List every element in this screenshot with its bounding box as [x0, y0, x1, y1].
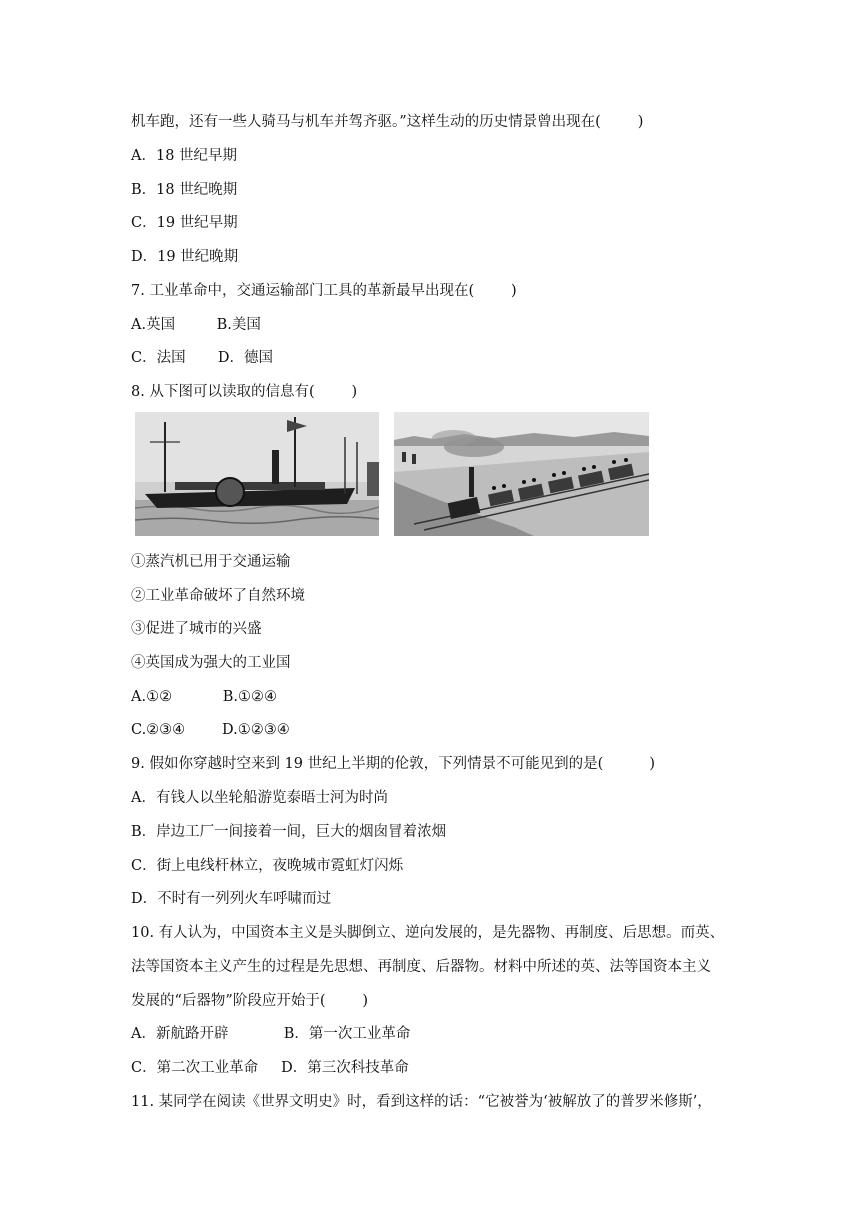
- question-9-stem: 9. 假如你穿越时空来到 19 世纪上半期的伦敦，下列情景不可能见到的是( ): [131, 756, 656, 772]
- q8-statement-2: ②工业革命破坏了自然环境: [131, 588, 305, 604]
- question-10-stem-line1: 10. 有人认为，中国资本主义是头脚倒立、逆向发展的，是先器物、再制度、后思想。而英、: [131, 925, 725, 941]
- steam-train-image: [394, 412, 649, 536]
- q8-statement-4: ④英国成为强大的工业国: [131, 655, 291, 671]
- question-7-stem: 7. 工业革命中，交通运输部门工具的革新最早出现在( ): [131, 283, 517, 299]
- q6-option-c: C．19 世纪早期: [131, 215, 238, 231]
- q9-option-c: C．街上电线杆林立，夜晚城市霓虹灯闪烁: [131, 858, 404, 874]
- question-10-stem-line2: 法等国资本主义产生的过程是先思想、再制度、后器物。材料中所述的英、法等国资本主义: [131, 959, 711, 975]
- q6-option-b: B．18 世纪晚期: [131, 182, 238, 198]
- q6-option-d: D．19 世纪晚期: [131, 249, 239, 265]
- q9-option-b: B．岸边工厂一间接着一间，巨大的烟囱冒着浓烟: [131, 824, 447, 840]
- question-6-stem-end: 机车跑，还有一些人骑马与机车并驾齐驱。”这样生动的历史情景曾出现在( ): [131, 114, 644, 130]
- q6-option-a: A．18 世纪早期: [131, 148, 238, 164]
- steamboat-image: [135, 412, 379, 536]
- question-10-stem-line3: 发展的“后器物”阶段应开始于( ): [131, 993, 369, 1009]
- question-8-stem: 8. 从下图可以读取的信息有( ): [131, 384, 358, 400]
- q8-options-cd: C.②③④ D.①②③④: [131, 722, 290, 738]
- q9-option-a: A．有钱人以坐轮船游览泰晤士河为时尚: [131, 790, 388, 806]
- q8-statement-1: ①蒸汽机已用于交通运输: [131, 554, 291, 570]
- q10-options-ab: A．新航路开辟 B．第一次工业革命: [131, 1026, 411, 1042]
- q9-option-d: D．不时有一列列火车呼啸而过: [131, 891, 332, 907]
- q8-statement-3: ③促进了城市的兴盛: [131, 621, 262, 637]
- q7-options-cd: C．法国 D．德国: [131, 350, 273, 366]
- question-11-stem: 11. 某同学在阅读《世界文明史》时，看到这样的话：“它被誉为‘被解放了的普罗米修斯’，: [131, 1094, 712, 1110]
- q7-options-ab: A.英国 B.美国: [131, 317, 261, 333]
- q10-options-cd: C．第二次工业革命 D．第三次科技革命: [131, 1060, 409, 1076]
- q8-options-ab: A.①② B.①②④: [131, 689, 278, 705]
